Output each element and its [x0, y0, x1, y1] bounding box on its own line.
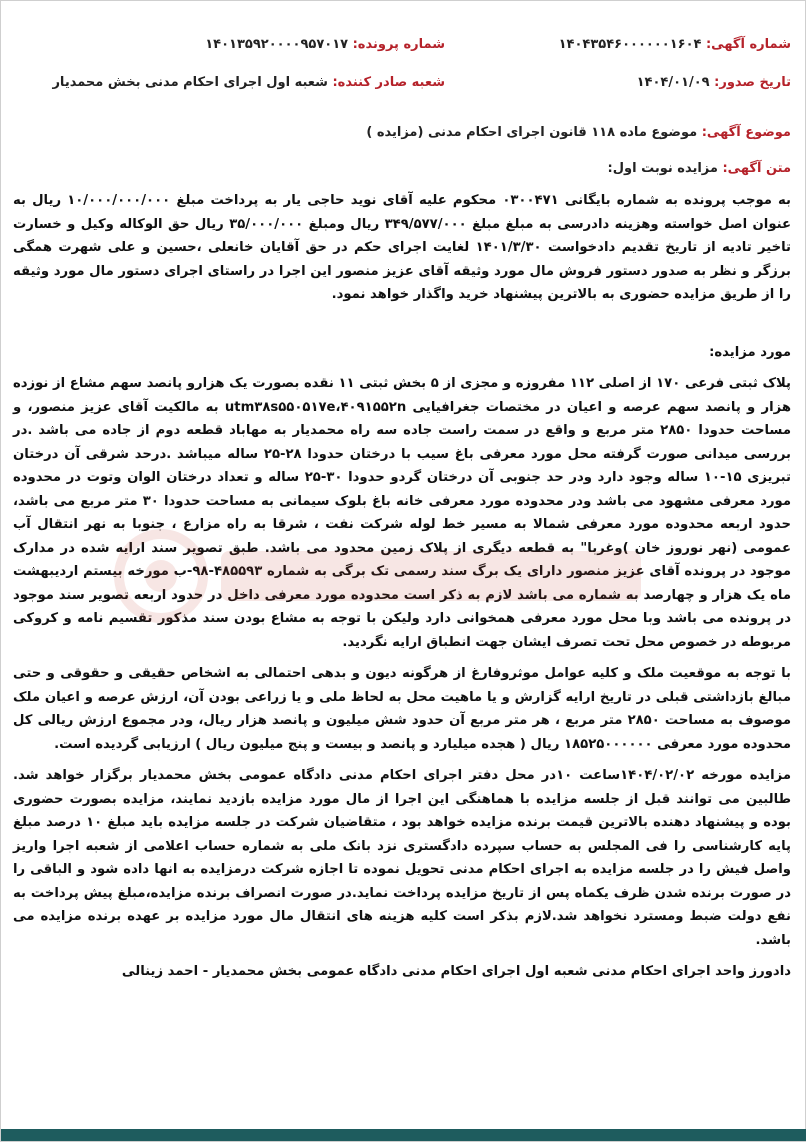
issue-date-value: ۱۴۰۴/۰۱/۰۹ — [636, 75, 710, 90]
signature-line: دادورز واحد اجرای احکام مدنی شعبه اول اجرای احکام مدنی دادگاه عمومی بخش محمدیار - احمد زینالی — [121, 964, 791, 979]
text-header-value: مزایده نوبت اول: — [607, 161, 718, 176]
issuer-row — [52, 75, 445, 90]
case-number-row — [205, 37, 445, 52]
auction-item-title: مورد مزایده: — [709, 344, 791, 360]
case-number-label: شماره پرونده: — [352, 37, 445, 52]
notice-body — [13, 189, 791, 992]
issuer-label: شعبه صادر کننده: — [332, 75, 445, 90]
paragraph-judgment: به موجب پرونده به شماره بایگانی ۰۳۰۰۴۷۱ محکوم علیه آقای نوید حاجی یار به پرداخت مبلغ ۱۰/۰۰۰/۰۰۰/۰۰۰ ریال به عنوان اصل خواسته وهزینه دادرسی به مبلغ مبلغ ۳۴۹/۵۷۷/۰۰۰ ریال ومبلغ ۳۵/۰۰۰/۰۰۰ ریال حق الوکاله وکیل و خسارت تاخیر تادیه از تاریخ تقدیم دادخواست ۱۴۰۱/۳/۳۰ لغایت اجرای حکم در حق آقایان خانعلی ،حسین و علی شهرت همگی برزگر و نظر به صدور دستور فروش مال مورد وثیقه آقای عزیز منصور این اجرا در راستای اجرای دستور مال مورد وثیقه را از طریق مزایده حضوری به بالاترین پیشنهاد خرید واگذار خواهد نمود. — [13, 193, 792, 302]
subject-label: موضوع آگهی: — [701, 125, 791, 140]
issue-date-label: تاریخ صدور: — [714, 75, 791, 90]
footer-bar — [1, 1129, 806, 1141]
text-header-label: متن آگهی: — [722, 161, 791, 176]
paragraph-auction-terms: مزایده مورخه ۱۴۰۴/۰۲/۰۲ساعت ۱۰در محل دفتر اجرای احکام مدنی دادگاه عمومی بخش محمدیار برگزار خواهد شد. طالبین می توانند قبل از جلسه مزایده با هماهنگی این اجرا از مال مورد مزایده بازدید نمایند، مزایده بصورت حضوری بوده و پیشنهاد دهنده بالاترین قیمت برنده مزایده خواهد بود ، متقاضیان شرکت در جلسه مزایده باید مبلغ ۱۰ درصد مبلغ پایه کارشناسی را فی المجلس به حساب سپرده دادگستری نزد بانک ملی به شماره حساب اعلامی از شعبه اجرا واریز واصل فیش را در جلسه مزایده به اجرای احکام مدنی تحویل نموده تا اجازه شرکت درمزایده به انها داده شود و الباقی را در صورت برنده شدن ظرف یکماه پس از تاریخ مزایده پرداخت نماید.در صورت انصراف برنده مزایده،مبلغ پیش پرداخت به نفع دولت ضبط ومسترد نخواهد شد.لازم بذکر است کلیه هزینه های انتقال مال مورد مزایده بر عهده برنده مزایده می باشد. — [13, 768, 792, 948]
subject-row — [366, 125, 791, 140]
case-number-value: ۱۴۰۱۳۵۹۲۰۰۰۰۹۵۷۰۱۷ — [205, 37, 349, 52]
issue-date-row — [637, 75, 791, 90]
paragraph-valuation: با توجه به موقعیت ملک و کلیه عوامل موثروفارغ از هرگونه دیون و بدهی احتمالی به اشخاص حقیقی و حقوقی و حتی مبالغ بازداشتی قبلی در تاریخ ارایه گزارش و یا ماهیت محل به لحاظ ملی و یا زراعی بودن آن، ارزش عرصه و اعیان ملک موصوف به مساحت ۲۸۵۰ متر مربع ، هر متر مربع آن حدود شش میلیون و پانصد هزار ریال، ودر مجموع ارزش ریالی کل محدوده مورد معرفی ۱۸۵۲۵۰۰۰۰۰۰ ریال ( هجده میلیارد و پانصد و بیست و پنج میلیون ریال ) ارزیابی گردیده است. — [13, 666, 791, 752]
paragraph-property: پلاک ثبتی فرعی ۱۷۰ از اصلی ۱۱۲ مفروزه و مجزی از ۵ بخش ثبتی ۱۱ نقده بصورت یک هزارو پانصد سهم مشاع از نوزده هزار و پانصد سهم عرصه و اعیان در مختصات جغرافیایی utm۳۸s۵۵۰۵۱۷e،۴۰۹۱۵۵۲n به مالکیت آقای عزیز منصور، و مساحت حدودا ۲۸۵۰ متر مربع و واقع در سمت راست جاده سه راه محمدیار به مهاباد قطعه دوم از جاده می باشد .در بررسی میدانی صورت گرفته محل مورد معرفی باغ سیب با درختان حدودا ۲۸-۲۵ ساله میباشد .درحد شرقی آن درختان تبریزی ۱۵-۱۰ ساله وجود دارد ودر حد جنوبی آن درختان گردو حدودا ۳۰-۲۵ ساله و تعداد درختان الوان وتوت در محدوده مورد معرفی مشهود می باشد ودر محدوده مورد معرفی خانه باغ بلوک سیمانی به مساحت حدودا ۳۰ متر مربع می باشد، حدود اربعه محدوده مورد معرفی شمالا به مسیر خط لوله شرکت نفت ، شرقا به راه مزارع ، جنوبا به نهر انتقال آب عمومی (نهر نوروز خان )وغربا" به قطعه دیگری از پلاک زمین محدود می باشد. طبق تصویر سند ارایه شده در مدارک موجود در پرونده آقای عزیز منصور دارای یک برگ سند رسمی تک برگی به شماره ۴۸۵۵۹۳-۹۸-ب مورخه بیستم اردیبهشت ماه یک هزار و چهارصد به شماره می باشد لازم به ذکر است محدوده مورد معرفی داخل در حدود اربعه تصویر سند موجود در پرونده می باشد وبا محل مورد معرفی همخوانی دارد ولیکن با توجه به مشاع بودن سند مذکور تقسیم نامه و کروکی مربوطه در خصوص محل تحت تصرف ایشان جهت انطباق ارایه نگردید. — [13, 376, 792, 650]
issuer-value: شعبه اول اجرای احکام مدنی بخش محمدیار — [52, 75, 328, 90]
text-header-row — [608, 161, 791, 176]
ad-number-label: شماره آگهی: — [705, 37, 791, 52]
ad-number-row — [559, 37, 791, 52]
ad-number-value: ۱۴۰۴۳۵۴۶۰۰۰۰۰۰۱۶۰۴ — [558, 37, 702, 52]
subject-value: موضوع ماده ۱۱۸ قانون اجرای احکام مدنی (مزایده ) — [366, 125, 698, 140]
